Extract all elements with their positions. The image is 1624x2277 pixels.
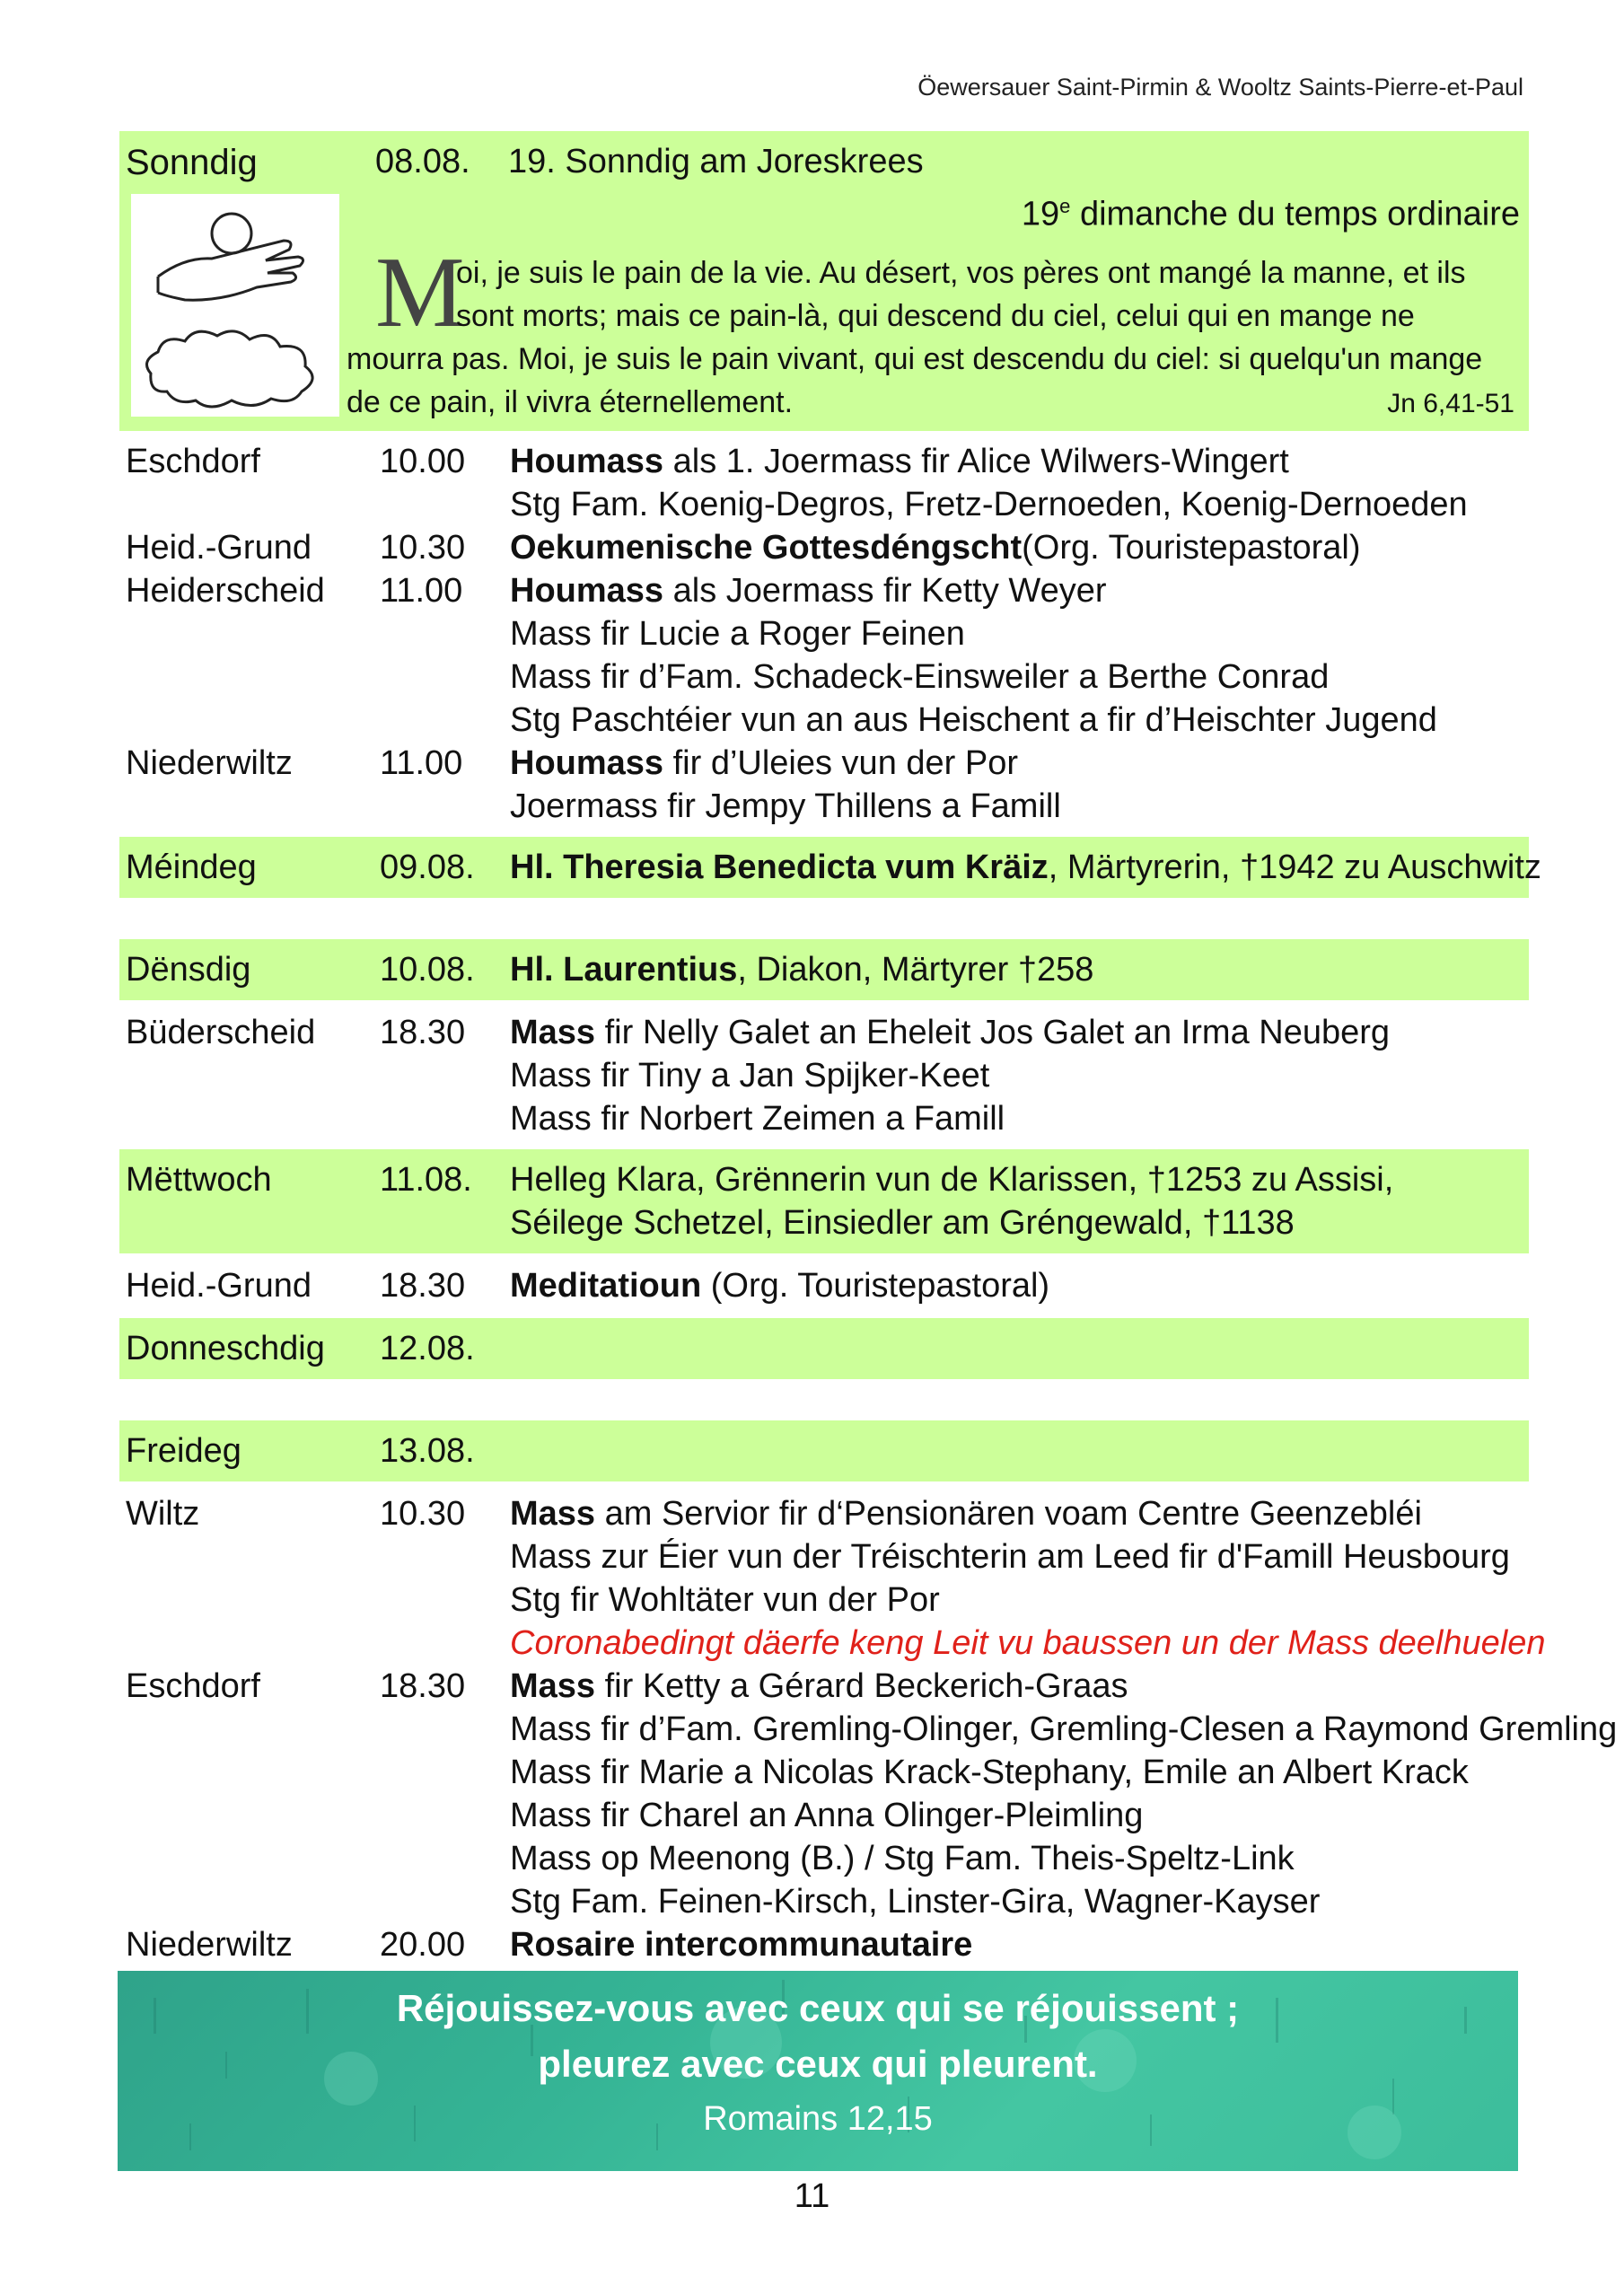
place: Niederwiltz bbox=[126, 744, 293, 782]
subtitle-sup: e bbox=[1059, 195, 1071, 217]
service-detail: fir Ketty a Gérard Beckerich-Graas bbox=[595, 1667, 1128, 1705]
day-date: 11.08. bbox=[380, 1161, 472, 1199]
intention-line: Mass fir Norbert Zeimen a Famill bbox=[510, 1100, 1005, 1138]
feast-detail: , Märtyrerin, †1942 zu Auschwitz bbox=[1048, 848, 1541, 886]
corona-note: Coronabedingt däerfe keng Leit vu baussen un der Mass deelhuelen bbox=[510, 1624, 1546, 1662]
gospel-line: mourra pas. Moi, je suis le pain vivant, qui est descendu du ciel: si quelqu'un mange bbox=[347, 342, 1483, 376]
sunday-title: 19. Sonndig am Joreskrees bbox=[508, 143, 924, 180]
service-detail: (Org. Touristepastoral) bbox=[1022, 529, 1361, 567]
sunday-day: Sonndig bbox=[126, 143, 258, 182]
time: 11.00 bbox=[380, 744, 463, 782]
place: Heiderscheid bbox=[126, 572, 325, 610]
sunday-row bbox=[126, 140, 1526, 183]
day-name: Mëttwoch bbox=[126, 1161, 272, 1199]
feast-line: Séilege Schetzel, Einsiedler am Gréngewald, †1138 bbox=[510, 1204, 1295, 1242]
place: Wiltz bbox=[126, 1495, 200, 1533]
entry-row bbox=[126, 742, 1526, 785]
service-detail: fir Nelly Galet an Eheleit Jos Galet an Irma Neuberg bbox=[595, 1014, 1391, 1051]
entry-row bbox=[126, 526, 1526, 569]
entry-row bbox=[126, 1264, 1526, 1307]
intention-line: Mass fir Marie a Nicolas Krack-Stephany, Emile an Albert Krack bbox=[510, 1754, 1469, 1791]
page-header: Öewersauer Saint-Pirmin & Wooltz Saints-Pierre-et-Paul bbox=[917, 74, 1523, 101]
subtitle-post: dimanche du temps ordinaire bbox=[1070, 195, 1520, 233]
feast-name: Hl. Theresia Benedicta vum Kräiz bbox=[510, 848, 1049, 886]
day-date: 13.08. bbox=[380, 1432, 475, 1470]
intention-line: Mass fir Lucie a Roger Feinen bbox=[510, 615, 965, 653]
time: 18.30 bbox=[380, 1267, 466, 1305]
time: 18.30 bbox=[380, 1667, 466, 1705]
place: Eschdorf bbox=[126, 1667, 260, 1705]
intention-line: Mass op Meenong (B.) / Stg Fam. Theis-Speltz-Link bbox=[510, 1840, 1295, 1877]
intention-line: Mass fir Tiny a Jan Spijker-Keet bbox=[510, 1057, 990, 1095]
time: 11.00 bbox=[380, 572, 463, 610]
time: 10.00 bbox=[380, 443, 466, 480]
entry-row bbox=[126, 1011, 1526, 1054]
feast-line: Helleg Klara, Grënnerin vun de Klarissen, †1253 zu Assisi, bbox=[510, 1161, 1394, 1199]
place: Heid.-Grund bbox=[126, 529, 312, 567]
service-detail: fir d’Uleies vun der Por bbox=[663, 744, 1018, 782]
place: Heid.-Grund bbox=[126, 1267, 312, 1305]
gospel-line: de ce pain, il vivra éternellement. bbox=[347, 385, 794, 419]
day-row bbox=[126, 1429, 1526, 1473]
service-detail: am Servior fir d‘Pensionären voam Centre Geenzebléi bbox=[595, 1495, 1422, 1533]
gospel-line: oi, je suis le pain de la vie. Au désert, vos pères ont mangé la manne, et ils bbox=[456, 256, 1466, 290]
day-date: 12.08. bbox=[380, 1330, 475, 1367]
intention-line: Mass zur Éier vun der Tréischterin am Leed fir d'Famill Heusbourg bbox=[510, 1538, 1510, 1576]
sunday-date: 08.08. bbox=[375, 143, 470, 180]
service-type: Mass bbox=[510, 1667, 596, 1705]
place: Büderscheid bbox=[126, 1014, 316, 1051]
intention-line: Mass fir d’Fam. Gremling-Olinger, Gremling-Clesen a Raymond Gremling bbox=[510, 1710, 1618, 1748]
service-type: Houmass bbox=[510, 443, 664, 480]
entry-row bbox=[126, 440, 1526, 483]
day-row bbox=[126, 1327, 1526, 1370]
day-name: Méindeg bbox=[126, 848, 257, 886]
place: Niederwiltz bbox=[126, 1926, 293, 1964]
quote-line-2: pleurez avec ceux qui pleurent. bbox=[538, 2043, 1098, 2085]
quote-reference: Romains 12,15 bbox=[703, 2100, 933, 2138]
intention-line: Joermass fir Jempy Thillens a Famill bbox=[510, 787, 1061, 825]
intention-line: Mass fir d’Fam. Schadeck-Einsweiler a Berthe Conrad bbox=[510, 658, 1330, 696]
feast-name: Hl. Laurentius bbox=[510, 951, 738, 989]
day-name: Dënsdig bbox=[126, 951, 251, 989]
quote-banner bbox=[118, 1971, 1518, 2171]
day-name: Freideg bbox=[126, 1432, 241, 1470]
service-detail: als Joermass fir Ketty Weyer bbox=[663, 572, 1107, 610]
day-row bbox=[126, 948, 1526, 991]
service-detail: (Org. Touristepastoral) bbox=[701, 1267, 1050, 1305]
intention-line: Stg Paschtéier vun an aus Heischent a fir d’Heischter Jugend bbox=[510, 701, 1437, 739]
entry-row bbox=[126, 1492, 1526, 1535]
entry-row bbox=[126, 1665, 1526, 1708]
service-type: Houmass bbox=[510, 744, 664, 782]
page-number: 11 bbox=[794, 2177, 830, 2215]
day-date: 10.08. bbox=[380, 951, 475, 989]
service-type: Meditatioun bbox=[510, 1267, 702, 1305]
service-type: Oekumenische Gottesdéngscht bbox=[510, 529, 1023, 567]
entry-row bbox=[126, 569, 1526, 612]
day-row bbox=[126, 846, 1541, 889]
intention-line: Stg Fam. Koenig-Degros, Fretz-Dernoeden, Koenig-Dernoeden bbox=[510, 486, 1468, 523]
service-type: Houmass bbox=[510, 572, 664, 610]
service-type: Rosaire intercommunautaire bbox=[510, 1926, 973, 1964]
intention-line: Stg fir Wohltäter vun der Por bbox=[510, 1581, 940, 1619]
time: 20.00 bbox=[380, 1926, 466, 1964]
day-date: 09.08. bbox=[380, 848, 475, 886]
quote-line-1: Réjouissez-vous avec ceux qui se réjouissent ; bbox=[396, 1987, 1240, 2029]
hand-icon bbox=[131, 194, 339, 417]
service-type: Mass bbox=[510, 1495, 596, 1533]
intention-line: Mass fir Charel an Anna Olinger-Pleimling bbox=[510, 1797, 1144, 1834]
service-type: Mass bbox=[510, 1014, 596, 1051]
subtitle-pre: 19 bbox=[1021, 195, 1060, 233]
bread-hand-cloud-illustration bbox=[131, 194, 339, 417]
intention-line: Stg Fam. Feinen-Kirsch, Linster-Gira, Wagner-Kayser bbox=[510, 1883, 1321, 1921]
day-row bbox=[126, 1158, 1526, 1201]
time: 10.30 bbox=[380, 529, 466, 567]
gospel-reference: Jn 6,41-51 bbox=[1387, 389, 1514, 418]
time: 18.30 bbox=[380, 1014, 466, 1051]
sunday-subtitle bbox=[1022, 185, 1520, 236]
gospel-dropcap: M bbox=[375, 237, 465, 348]
time: 10.30 bbox=[380, 1495, 466, 1533]
place: Eschdorf bbox=[126, 443, 260, 480]
entry-row bbox=[126, 1923, 1526, 1966]
day-name: Donneschdig bbox=[126, 1330, 325, 1367]
service-detail: als 1. Joermass fir Alice Wilwers-Wingert bbox=[663, 443, 1289, 480]
gospel-line: sont morts; mais ce pain-là, qui descend du ciel, celui qui en mange ne bbox=[456, 299, 1415, 333]
feast-detail: , Diakon, Märtyrer †258 bbox=[737, 951, 1094, 989]
